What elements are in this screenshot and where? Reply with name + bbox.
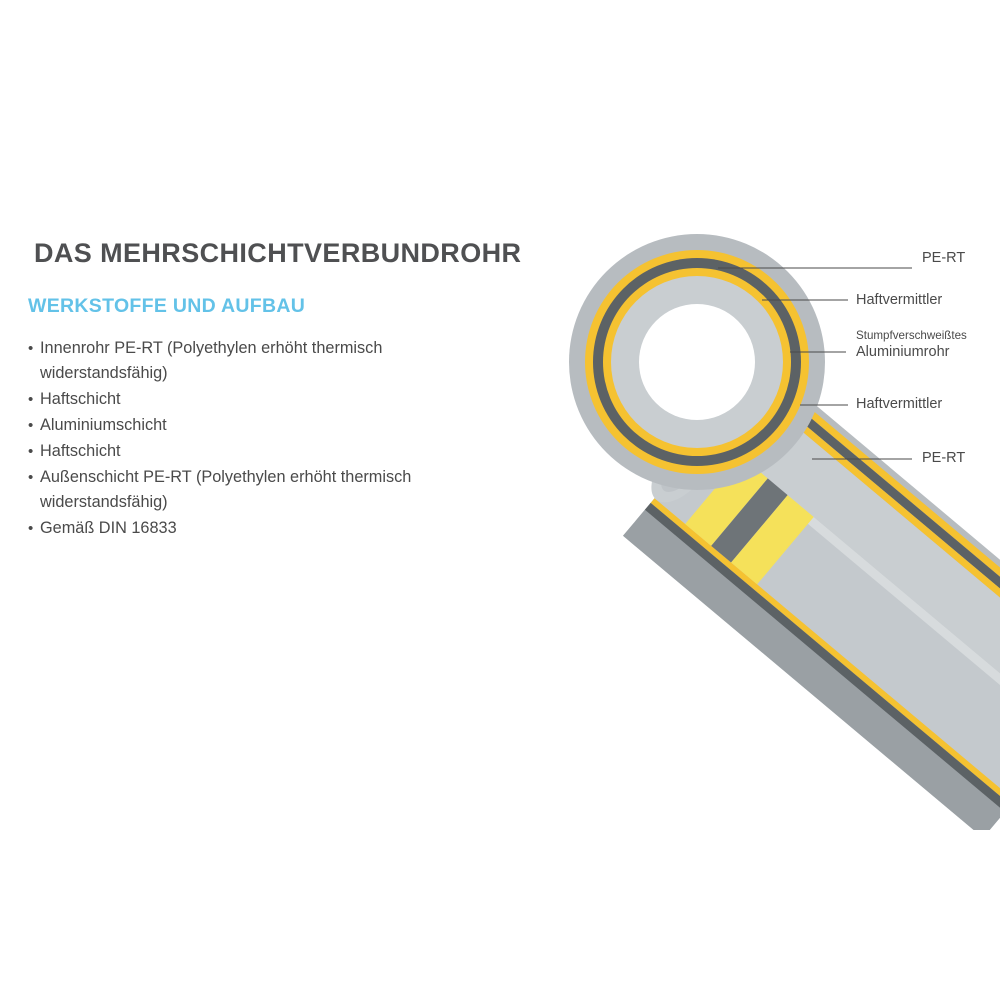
section-subtitle: WERKSTOFFE UND AUFBAU <box>28 295 306 317</box>
callout-pe-rt-outer: PE-RT <box>922 250 966 266</box>
list-item-line1: Haftschicht <box>40 390 121 408</box>
callout-haftvermittler-outer: Haftvermittler <box>856 292 943 308</box>
page-title: DAS MEHRSCHICHTVERBUNDROHR <box>34 238 522 268</box>
list-item <box>28 387 558 412</box>
list-item-line1: Gemäß DIN 16833 <box>40 519 177 537</box>
pipe-ring-cross-section <box>569 234 825 490</box>
callout-pe-rt-inner: PE-RT <box>922 450 966 466</box>
text-column <box>28 238 558 542</box>
list-item <box>28 465 558 515</box>
list-item <box>28 336 558 386</box>
callout-aluminium-sublabel: Stumpfverschweißtes <box>856 329 967 342</box>
callout-haftvermittler-inner: Haftvermittler <box>856 396 943 412</box>
list-item-line1: Innenrohr PE-RT (Polyethylen erhöht thermisch <box>40 339 383 357</box>
callout-aluminium-label: Aluminiumrohr <box>856 344 950 360</box>
pipe-bore <box>639 304 755 420</box>
list-item <box>28 413 558 438</box>
callout-aluminium-pipe <box>856 328 967 360</box>
list-item-line1: Aluminiumschicht <box>40 416 167 434</box>
list-item-line2: widerstandsfähig) <box>40 493 168 511</box>
list-item-line1: Haftschicht <box>40 442 121 460</box>
list-item-line2: widerstandsfähig) <box>40 364 168 382</box>
list-item <box>28 516 558 541</box>
list-item-line1: Außenschicht PE-RT (Polyethylen erhöht thermisch <box>40 468 412 486</box>
spec-list <box>28 336 558 541</box>
list-item <box>28 439 558 464</box>
